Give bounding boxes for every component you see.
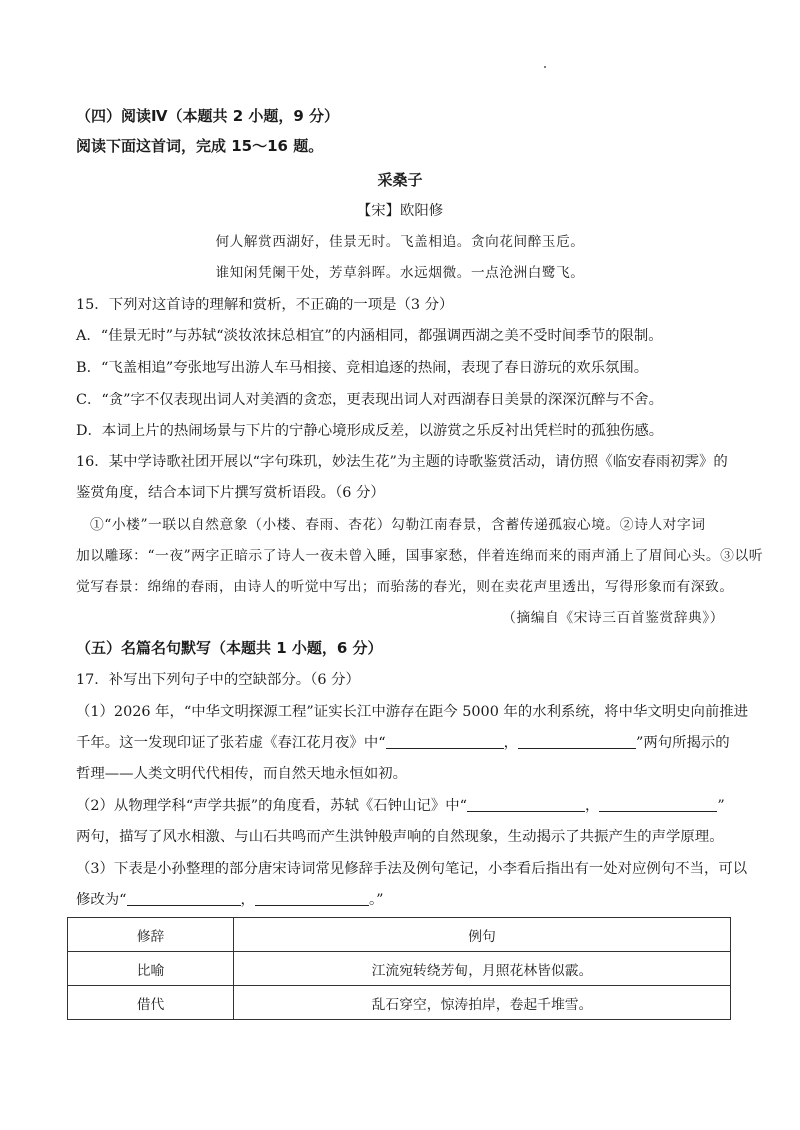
answer-blank[interactable] xyxy=(467,796,585,812)
answer-blank[interactable] xyxy=(518,733,636,749)
q17-part2: 两句，描写了风水相激、与山石共鸣而产生洪钟般声响的自然现象，生动揭示了共振产生的声学原理。 xyxy=(76,829,724,845)
scan-speck xyxy=(544,66,546,68)
table-header-row xyxy=(68,918,731,952)
table-cell: 乱石穿空，惊涛拍岸，卷起千堆雪。 xyxy=(234,986,731,1020)
q16-stem: 16．某中学诗歌社团开展以“字句珠玑，妙法生花”为主题的诗歌鉴赏活动，请仿照《临安春雨初霁》的 xyxy=(76,454,728,470)
poem-line: 谁知闲凭阑干处，芳草斜晖。水远烟微。一点沧洲白鹭飞。 xyxy=(215,265,585,281)
q17-part3: （3）下表是小孙整理的部分唐宋诗词常见修辞手法及例句笔记，小李看后指出有一处对应例句不当，可以 xyxy=(76,861,748,877)
table-header: 例句 xyxy=(234,918,731,952)
answer-blank[interactable] xyxy=(386,733,504,749)
table-cell: 江流宛转绕芳甸，月照花林皆似霰。 xyxy=(234,952,731,986)
table-row xyxy=(68,952,731,986)
answer-blank[interactable] xyxy=(599,796,717,812)
poem-title: 采桑子 xyxy=(377,171,423,189)
table-cell: 借代 xyxy=(68,986,234,1020)
section4-heading: （四）阅读Ⅳ（本题共 2 小题，9 分） xyxy=(76,107,340,125)
rhetoric-table xyxy=(67,917,731,1020)
q15-option-c: C．“贪”字不仅表现出词人对美酒的贪恋，更表现出词人对西湖春日美景的深深沉醉与不舍。 xyxy=(76,392,663,408)
table-cell: 比喻 xyxy=(68,952,234,986)
q17-part1: 千年。这一发现印证了张若虚《春江花月夜》中“ ， ”两句所揭示的 xyxy=(76,735,730,751)
q16-example: 觉写春景：绵绵的春雨，由诗人的听觉中写出；而骀荡的春光，则在卖花声里透出，写得形象而有深致。 xyxy=(76,579,734,595)
q17-part1: 哲理——人类文明代代相传，而自然天地永恒如初。 xyxy=(76,766,407,782)
q15-stem: 15．下列对这首诗的理解和赏析，不正确的一项是（3 分） xyxy=(76,297,454,313)
table-header: 修辞 xyxy=(68,918,234,952)
q16-source: （摘编自《宋诗三百首鉴赏辞典》） xyxy=(502,610,724,626)
section4-instruction: 阅读下面这首词，完成 15～16 题。 xyxy=(76,137,324,155)
answer-blank[interactable] xyxy=(127,890,241,906)
q15-option-b: B．“飞盖相追”夸张地写出游人车马相接、竞相追逐的热闹，表现了春日游玩的欢乐氛围。 xyxy=(76,360,649,376)
q17-part1: （1）2026 年，“中华文明探源工程”证实长江中游存在距今 5000 年的水利系统，将中华文明史向前推进 xyxy=(76,704,749,720)
q15-option-d: D．本词上片的热闹场景与下片的宁静心境形成反差，以游赏之乐反衬出凭栏时的孤独伤感。 xyxy=(76,423,664,439)
table-row xyxy=(68,986,731,1020)
q17-part3: 修改为“ ， 。” xyxy=(76,892,384,908)
q16-example: 加以雕琢：“一夜”两字正暗示了诗人一夜未曾入睡，国事家愁，伴着连绵而来的雨声涌上了眉间心头。③以听 xyxy=(76,548,764,564)
q17-stem: 17．补写出下列句子中的空缺部分。（6 分） xyxy=(76,672,360,688)
q15-option-a: A．“佳景无时”与苏轼“淡妆浓抹总相宜”的内涵相同，都强调西湖之美不受时间季节的限制。 xyxy=(76,328,663,344)
answer-blank[interactable] xyxy=(255,890,369,906)
q16-stem: 鉴赏角度，结合本词下片撰写赏析语段。（6 分） xyxy=(76,485,385,501)
section5-heading: （五）名篇名句默写（本题共 1 小题，6 分） xyxy=(76,639,383,657)
q16-example: ①“小楼”一联以自然意象（小楼、春雨、杏花）勾勒江南春景，含蓄传递孤寂心境。②诗人对字词 xyxy=(90,517,706,533)
poem-author: 【宋】欧阳修 xyxy=(356,203,444,219)
poem-line: 何人解赏西湖好，佳景无时。飞盖相追。贪向花间醉玉卮。 xyxy=(215,234,585,250)
q17-part2: （2）从物理学科“声学共振”的角度看，苏轼《石钟山记》中“ ， ” xyxy=(76,798,725,814)
